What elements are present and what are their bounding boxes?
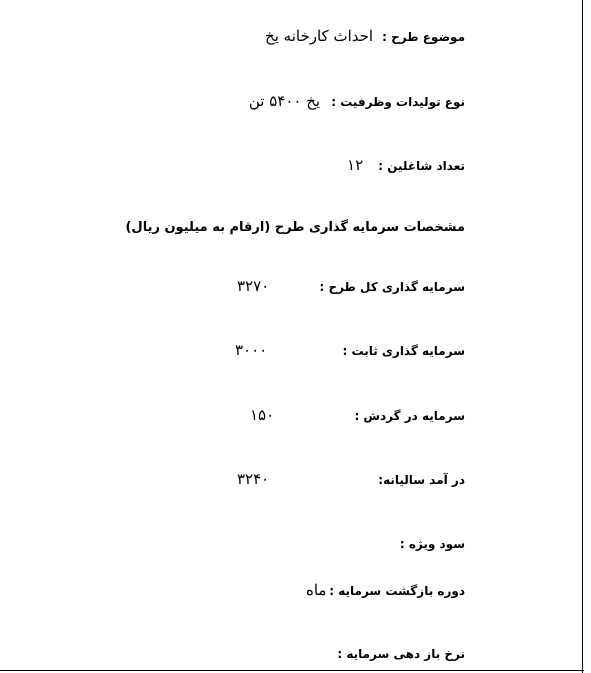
page-right-border [582, 0, 583, 673]
fixed-investment-label: سرمایه گذاری ثابت : [342, 344, 465, 358]
annual-income-value: ۳۲۴۰ [237, 470, 270, 488]
employees-row [347, 155, 465, 174]
products-capacity-value: یخ ۵۴۰۰ تن [248, 92, 321, 110]
page-bottom-border [0, 670, 584, 671]
fixed-investment-value: ۳۰۰۰ [235, 341, 268, 359]
products-capacity-row [249, 91, 465, 110]
working-capital-label: سرمایه در گردش : [354, 409, 465, 423]
project-subject-row [265, 26, 465, 45]
products-capacity-label: نوع تولیدات وظرفیت : [331, 95, 465, 109]
total-investment-label: سرمایه گذاری کل طرح : [319, 280, 465, 294]
net-profit-label: سود ویژه : [399, 537, 465, 551]
payback-period-label: دوره بازگشت سرمایه : [329, 584, 465, 598]
annual-income-label: در آمد سالیانه: [378, 473, 465, 487]
total-investment-value: ۳۲۷۰ [237, 277, 270, 295]
employees-label: تعداد شاغلین : [378, 159, 465, 173]
roi-label: نرخ باز دهی سرمایه : [337, 647, 465, 661]
project-subject-value: احداث کارخانه یخ [265, 27, 374, 45]
project-subject-label: موضوع طرح : [382, 30, 465, 44]
working-capital-value: ۱۵۰ [250, 406, 275, 424]
investment-heading: مشخصات سرمایه گذاری طرح (ارقام به میلیون ریال) [125, 220, 465, 235]
payback-period-unit: ماه [306, 581, 327, 599]
employees-value: ۱۲ [347, 156, 364, 174]
